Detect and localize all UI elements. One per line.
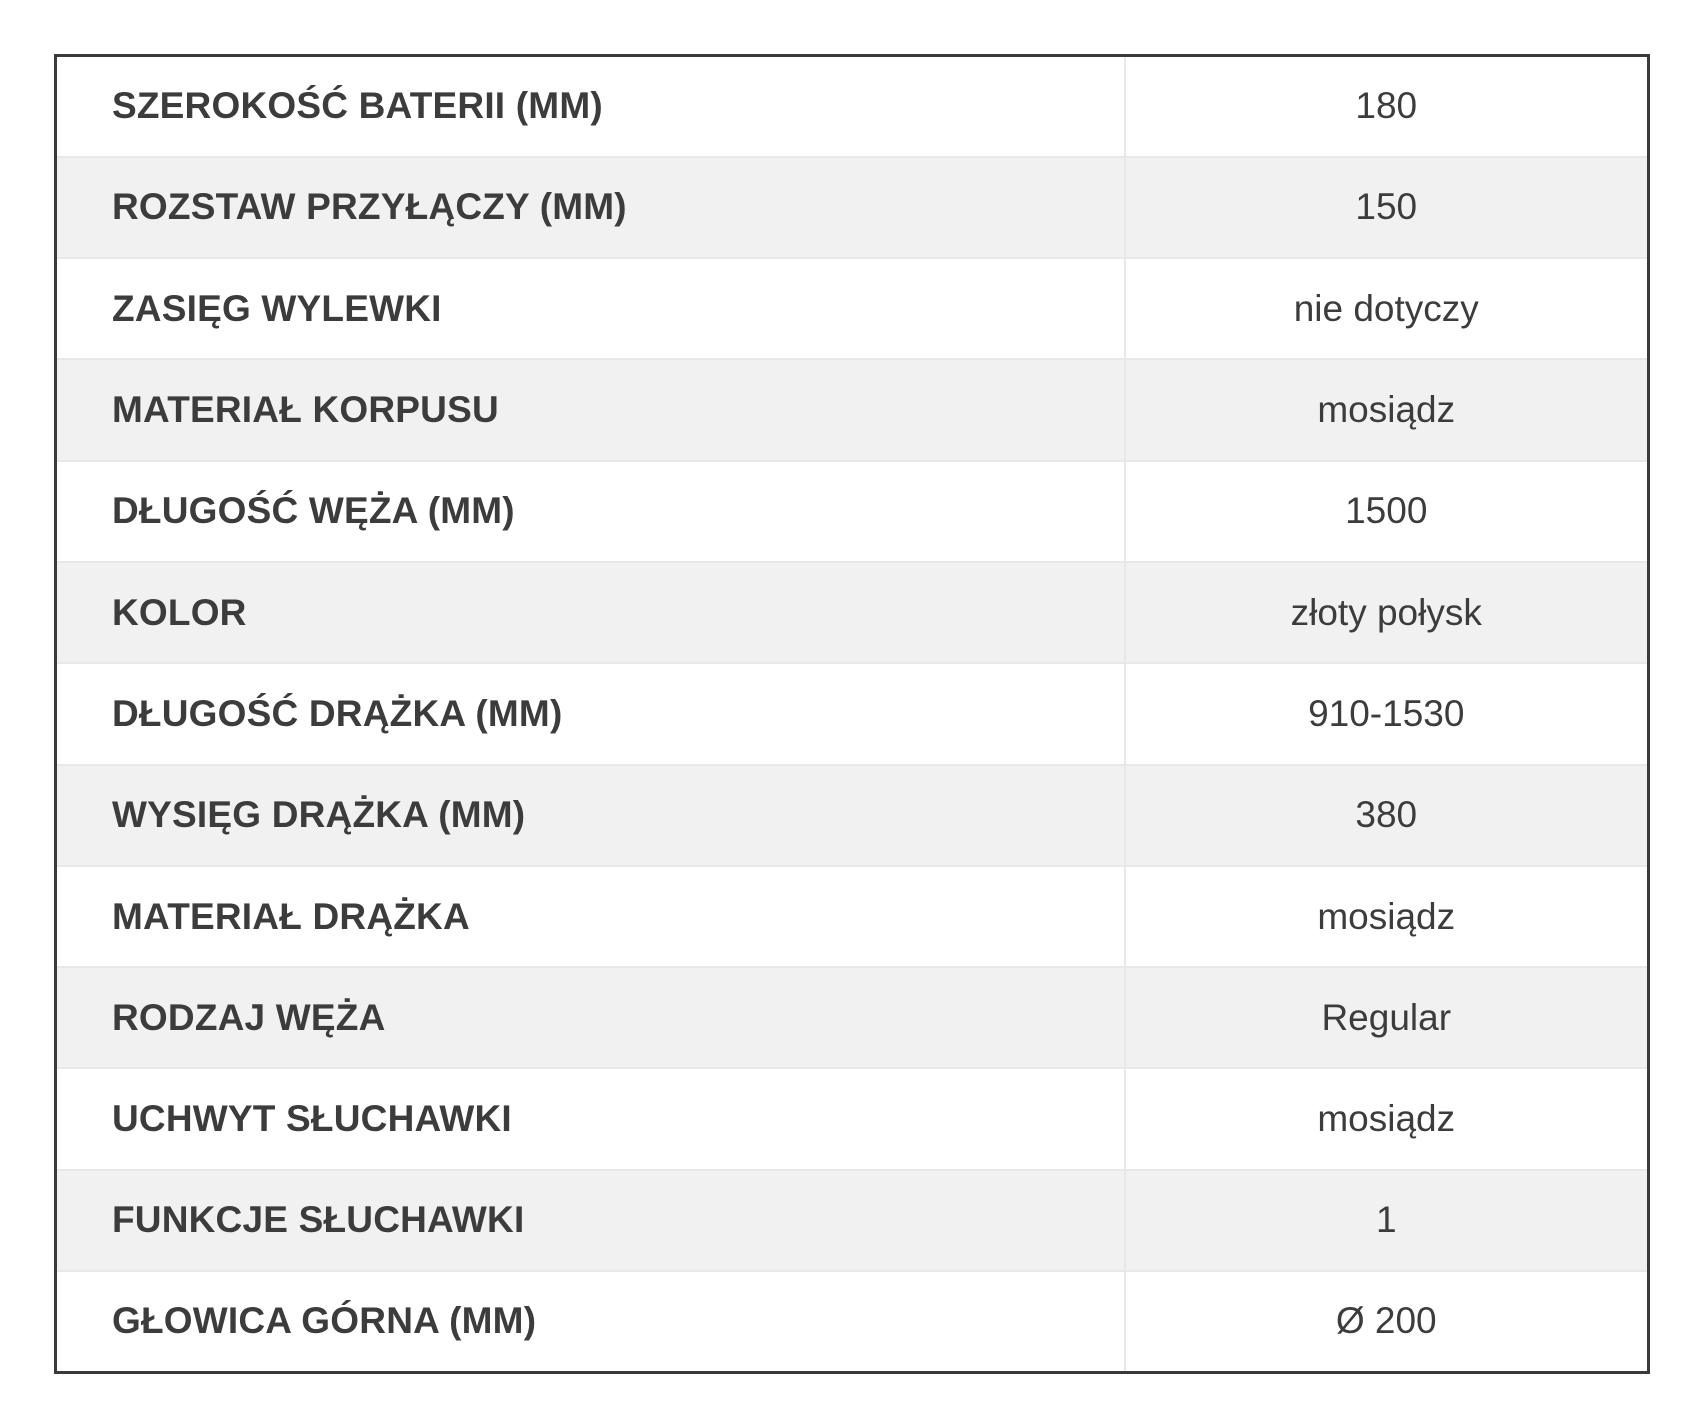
table-row bbox=[56, 258, 1649, 359]
spec-label: MATERIAŁ DRĄŻKA bbox=[56, 866, 1125, 967]
spec-label: WYSIĘG DRĄŻKA (MM) bbox=[56, 765, 1125, 866]
spec-value: 150 bbox=[1125, 157, 1649, 258]
table-row bbox=[56, 1170, 1649, 1271]
spec-label: ROZSTAW PRZYŁĄCZY (MM) bbox=[56, 157, 1125, 258]
spec-table-body bbox=[56, 56, 1649, 1373]
spec-label: FUNKCJE SŁUCHAWKI bbox=[56, 1170, 1125, 1271]
spec-value: Ø 200 bbox=[1335, 1300, 1437, 1342]
spec-value: 380 bbox=[1125, 765, 1649, 866]
table-row bbox=[56, 866, 1649, 967]
table-row bbox=[56, 967, 1649, 1068]
spec-label: ZASIĘG WYLEWKI bbox=[56, 258, 1125, 359]
spec-label: GŁOWICA GÓRNA (MM) bbox=[56, 1271, 1125, 1372]
spec-value: nie dotyczy bbox=[1125, 258, 1649, 359]
table-row bbox=[56, 562, 1649, 663]
spec-label: DŁUGOŚĆ DRĄŻKA (MM) bbox=[56, 663, 1125, 764]
table-row bbox=[56, 157, 1649, 258]
table-row bbox=[56, 663, 1649, 764]
table-row bbox=[56, 1271, 1649, 1372]
spec-value: 180 bbox=[1125, 56, 1649, 157]
spec-label: SZEROKOŚĆ BATERII (MM) bbox=[56, 56, 1125, 157]
spec-label: RODZAJ WĘŻA bbox=[56, 967, 1125, 1068]
spec-value: Regular bbox=[1125, 967, 1649, 1068]
spec-value: złoty połysk bbox=[1125, 562, 1649, 663]
spec-value: 910-1530 bbox=[1125, 663, 1649, 764]
table-row bbox=[56, 1068, 1649, 1169]
table-row bbox=[56, 461, 1649, 562]
spec-value: mosiądz bbox=[1125, 866, 1649, 967]
spec-value: 1500 bbox=[1125, 461, 1649, 562]
spec-table bbox=[54, 54, 1650, 1374]
table-row bbox=[56, 359, 1649, 460]
spec-value: mosiądz bbox=[1125, 359, 1649, 460]
spec-label: UCHWYT SŁUCHAWKI bbox=[56, 1068, 1125, 1169]
spec-value: mosiądz bbox=[1125, 1068, 1649, 1169]
table-row bbox=[56, 56, 1649, 157]
spec-value: 1 bbox=[1125, 1170, 1649, 1271]
table-row bbox=[56, 765, 1649, 866]
spec-label: KOLOR bbox=[56, 562, 1125, 663]
spec-label: MATERIAŁ KORPUSU bbox=[56, 359, 1125, 460]
spec-label: DŁUGOŚĆ WĘŻA (MM) bbox=[56, 461, 1125, 562]
